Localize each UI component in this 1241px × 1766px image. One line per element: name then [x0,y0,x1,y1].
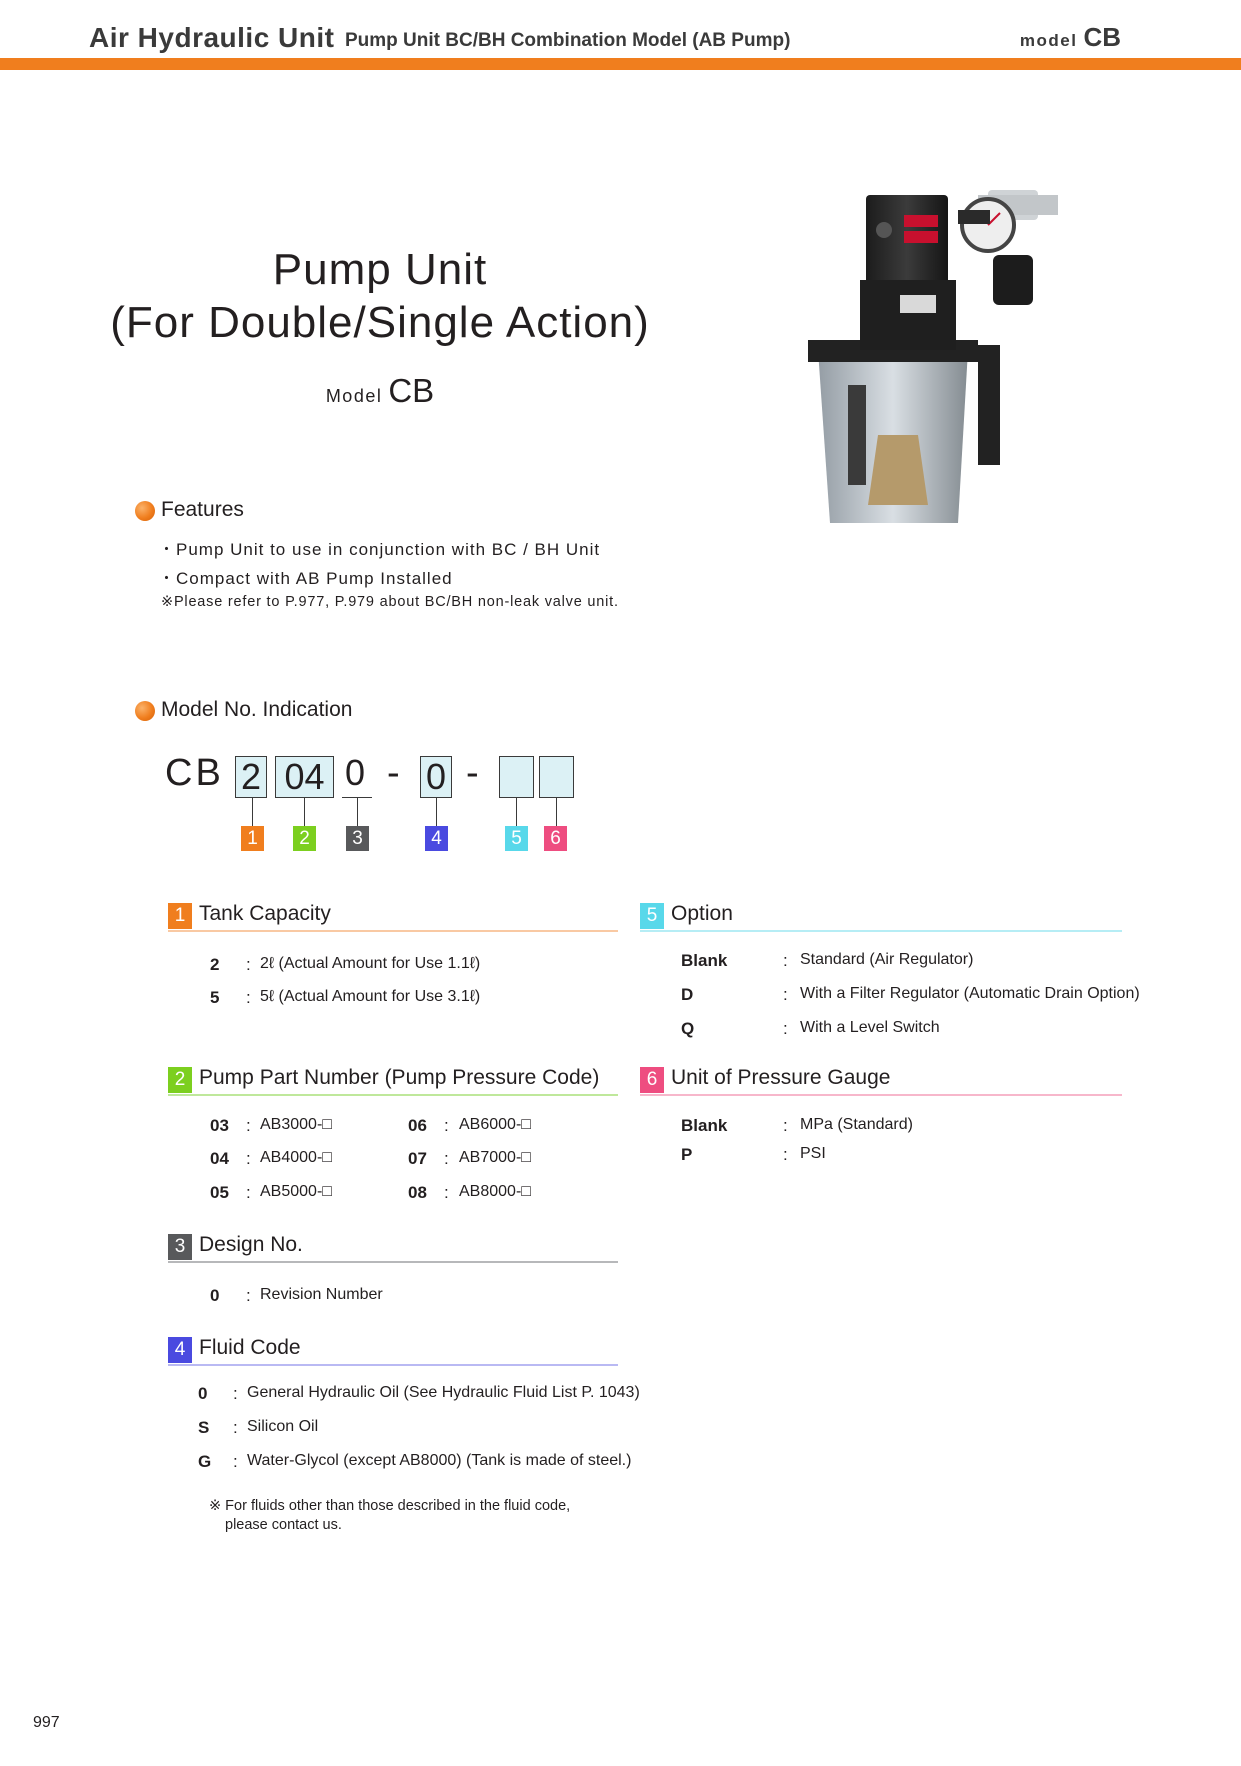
gauge-value: MPa (Standard) [800,1116,913,1133]
code-tag-1: 1 [241,826,264,851]
connector-line [252,798,253,826]
model-code-seg-1: 2 [235,756,267,798]
connector-line [556,798,557,826]
section-rule [168,1094,618,1096]
colon: : [246,955,251,974]
page-title-line2: (For Double/Single Action) [110,298,650,347]
section-rule [168,1261,618,1263]
pump-value: AB3000-□ [260,1116,332,1133]
section-pump-part-number [168,1067,618,1097]
colon: : [783,1116,788,1135]
pump-unit-photo [788,185,1068,530]
header-model-prefix: model [1019,31,1078,50]
pump-value: AB8000-□ [459,1183,531,1200]
features-heading: Features [161,498,244,521]
model-code-dash: - [387,752,400,794]
option-value: With a Level Switch [800,1019,940,1036]
model-code-seg-5 [499,756,534,798]
colon: : [783,985,788,1004]
section-heading: Option [671,902,733,925]
colon: : [246,1183,251,1202]
section-heading: Design No. [199,1233,303,1256]
page-title-line1: Pump Unit [272,245,488,294]
design-key: 0 [210,1286,220,1305]
tank-key: 2 [210,955,220,974]
section-number: 1 [168,903,192,929]
tank-value: 2ℓ (Actual Amount for Use 1.1ℓ) [260,955,481,972]
colon: : [444,1183,449,1202]
pump-key: 08 [408,1183,427,1202]
section-fluid-code [168,1337,618,1367]
feature-item: ・Pump Unit to use in conjunction with BC / BH Unit [158,540,601,559]
colon: : [246,1286,251,1305]
colon: : [783,1019,788,1038]
connector-line [357,798,358,826]
colon: : [233,1418,238,1437]
gauge-key: P [681,1145,693,1164]
colon: : [444,1149,449,1168]
header-model-code: CB [1083,22,1121,52]
colon: : [233,1452,238,1471]
section-number: 2 [168,1067,192,1093]
fluid-note-line2: please contact us. [225,1517,342,1533]
fluid-note-line1: ※ For fluids other than those described in the fluid code, [209,1498,571,1514]
code-tag-5: 5 [505,826,528,851]
section-rule [640,930,1122,932]
option-key: D [681,985,694,1004]
pump-value: AB6000-□ [459,1116,531,1133]
pump-key: 05 [210,1183,229,1202]
features-note: ※Please refer to P.977, P.979 about BC/BH non-leak valve unit. [161,594,619,610]
section-heading: Pump Part Number (Pump Pressure Code) [199,1066,600,1089]
section-number: 3 [168,1234,192,1260]
code-tag-2: 2 [293,826,316,851]
code-tag-6: 6 [544,826,567,851]
fluid-value: General Hydraulic Oil (See Hydraulic Fluid List P. 1043) [247,1384,640,1401]
section-number: 5 [640,903,664,929]
section-heading: Unit of Pressure Gauge [671,1066,891,1089]
model-code-dash: - [466,752,479,794]
section-rule [168,930,618,932]
fluid-key: S [198,1418,210,1437]
model-code-prefix: CB [165,752,224,794]
pump-key: 03 [210,1116,229,1135]
page-model [100,372,660,410]
connector-line [436,798,437,826]
header-title: Air Hydraulic Unit [89,22,335,53]
section-heading: Tank Capacity [199,902,331,925]
page-number: 997 [33,1714,60,1731]
pump-value: AB5000-□ [260,1183,332,1200]
pump-key: 06 [408,1116,427,1135]
fluid-value: Water-Glycol (except AB8000) (Tank is made of steel.) [247,1452,632,1469]
connector-line [304,798,305,826]
pump-value: AB4000-□ [260,1149,332,1166]
pump-value: AB7000-□ [459,1149,531,1166]
design-value: Revision Number [260,1286,383,1303]
colon: : [246,1149,251,1168]
colon: : [233,1384,238,1403]
fluid-key: 0 [198,1384,208,1403]
colon: : [444,1116,449,1135]
header-subtitle: Pump Unit BC/BH Combination Model (AB Pump) [345,30,791,51]
fluid-key: G [198,1452,212,1471]
fluid-value: Silicon Oil [247,1418,319,1435]
page-model-prefix: Model [325,386,383,406]
colon: : [783,951,788,970]
section-pressure-gauge-unit [640,1067,1122,1097]
pump-key: 07 [408,1149,427,1168]
section-heading: Fluid Code [199,1336,301,1359]
model-indication-bullet-icon [135,701,155,721]
code-tag-4: 4 [425,826,448,851]
code-tag-3: 3 [346,826,369,851]
feature-item: ・Compact with AB Pump Installed [158,569,453,588]
colon: : [783,1145,788,1164]
header-model [1020,22,1121,53]
section-option [640,903,1122,933]
model-code-seg-3: 0 [345,752,366,793]
page-model-code: CB [388,372,435,409]
tank-key: 5 [210,988,220,1007]
colon: : [246,1116,251,1135]
header-accent-bar [0,58,1241,70]
section-rule [640,1094,1122,1096]
gauge-value: PSI [800,1145,826,1162]
pump-key: 04 [210,1149,229,1168]
option-key: Q [681,1019,695,1038]
section-rule [168,1364,618,1366]
model-indication-heading: Model No. Indication [161,698,353,721]
option-value: With a Filter Regulator (Automatic Drain Option) [800,985,1140,1002]
model-code-seg-6 [539,756,574,798]
model-code-seg-4: 0 [420,756,452,798]
option-value: Standard (Air Regulator) [800,951,974,968]
features-bullet-icon [135,501,155,521]
section-number: 6 [640,1067,664,1093]
section-design-no [168,1234,618,1264]
section-number: 4 [168,1337,192,1363]
option-key: Blank [681,951,728,970]
gauge-key: Blank [681,1116,728,1135]
colon: : [246,988,251,1007]
section-tank-capacity [168,903,618,933]
connector-line [516,798,517,826]
tank-value: 5ℓ (Actual Amount for Use 3.1ℓ) [260,988,481,1005]
model-code-seg-2: 04 [275,756,334,798]
